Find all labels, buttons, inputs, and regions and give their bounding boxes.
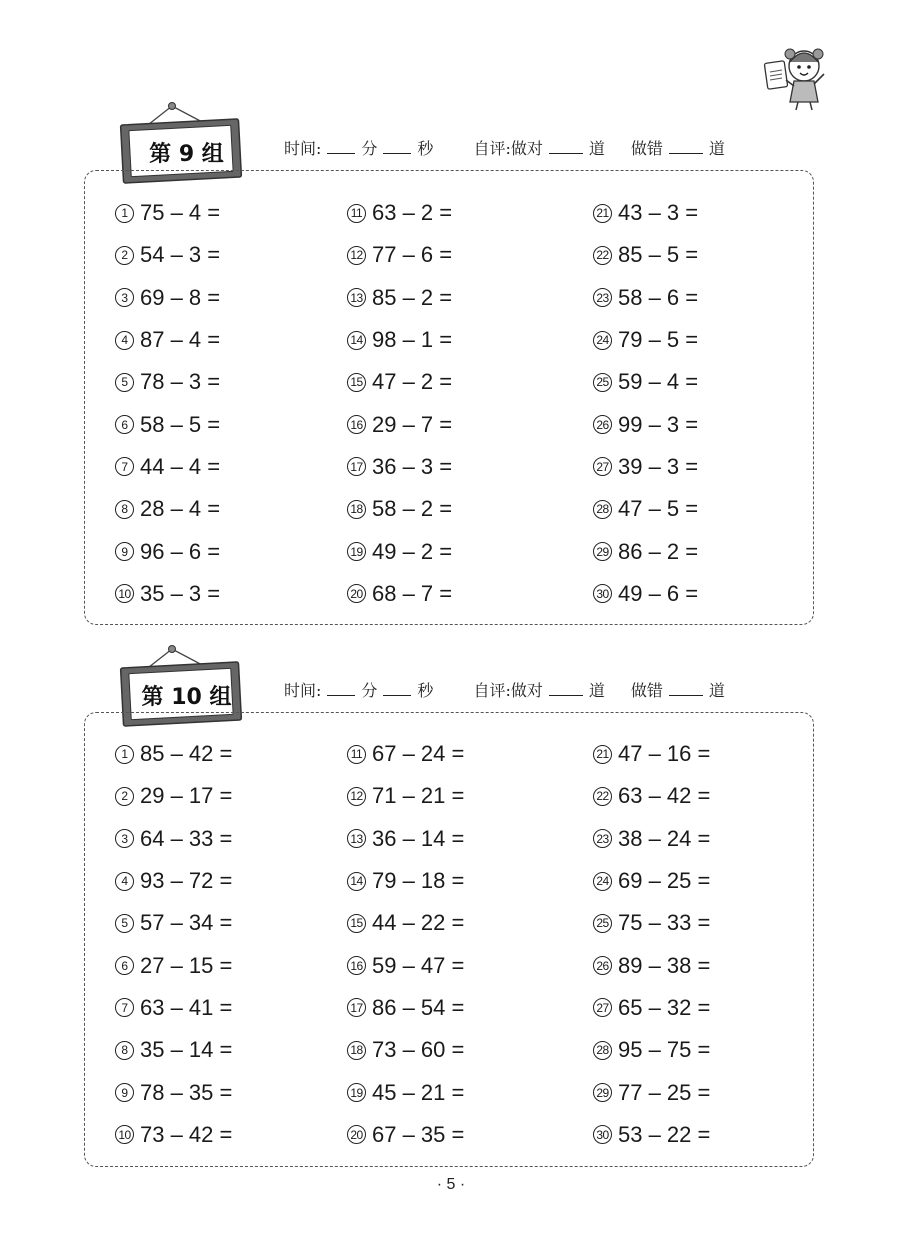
problem-column-2 [347,192,452,615]
circled-number: 26 [593,415,612,434]
subtraction-expression: 47 – 5 = [618,496,699,522]
problem-item [115,860,232,902]
subtraction-expression: 69 – 8 = [140,284,221,310]
problem-item [347,987,464,1029]
problem-item [593,573,698,615]
circled-number: 16 [347,415,366,434]
problem-item [115,361,220,403]
subtraction-expression: 77 – 25 = [618,1079,711,1105]
problem-item [593,775,710,817]
problem-column-2 [347,733,464,1156]
subtraction-expression: 28 – 4 = [140,496,221,522]
problems-box [84,712,814,1167]
subtraction-expression: 79 – 5 = [618,327,699,353]
circled-number: 18 [347,500,366,519]
problem-item [347,1029,464,1071]
circled-number: 17 [347,457,366,476]
circled-number: 29 [593,542,612,561]
problem-item [593,319,698,361]
subtraction-expression: 69 – 25 = [618,868,711,894]
problem-item [115,1029,232,1071]
circled-number: 25 [593,914,612,933]
circled-number: 12 [347,787,366,806]
problem-item [115,818,232,860]
circled-number: 4 [115,872,134,891]
problem-item [347,818,464,860]
problem-item [347,446,452,488]
subtraction-expression: 86 – 54 = [372,994,465,1020]
seconds-blank[interactable] [383,152,411,154]
problem-item [593,446,698,488]
problem-item [115,488,220,530]
group-title: 第 9 组 [149,141,224,167]
circled-number: 20 [347,584,366,603]
problem-item [593,1114,710,1156]
problem-item [347,860,464,902]
subtraction-expression: 73 – 60 = [372,1037,465,1063]
problem-item [115,1071,232,1113]
circled-number: 26 [593,956,612,975]
subtraction-expression: 58 – 2 = [372,496,453,522]
problem-item [347,1114,464,1156]
wrong-unit: 道 [708,681,725,700]
circled-number: 13 [347,829,366,848]
subtraction-expression: 86 – 2 = [618,538,699,564]
minutes-blank[interactable] [327,152,355,154]
problem-item [593,902,710,944]
problem-item [593,488,698,530]
subtraction-expression: 98 – 1 = [372,327,453,353]
subtraction-expression: 47 – 2 = [372,369,453,395]
wrong-label: 做错 [630,139,663,158]
circled-number: 19 [347,542,366,561]
circled-number: 1 [115,745,134,764]
circled-number: 23 [593,829,612,848]
subtraction-expression: 63 – 41 = [140,994,233,1020]
subtraction-expression: 95 – 75 = [618,1037,711,1063]
circled-number: 8 [115,500,134,519]
subtraction-expression: 68 – 7 = [372,580,453,606]
correct-count-blank[interactable] [549,694,583,696]
subtraction-expression: 35 – 3 = [140,580,221,606]
circled-number: 5 [115,914,134,933]
subtraction-expression: 35 – 14 = [140,1037,233,1063]
circled-number: 14 [347,872,366,891]
problem-item [115,530,220,572]
seconds-blank[interactable] [383,694,411,696]
circled-number: 18 [347,1041,366,1060]
circled-number: 22 [593,787,612,806]
problem-item [115,775,232,817]
problem-item [115,192,220,234]
circled-number: 29 [593,1083,612,1102]
problem-item [347,361,452,403]
problem-item [593,1071,710,1113]
problem-item [347,733,464,775]
circled-number: 2 [115,246,134,265]
circled-number: 24 [593,331,612,350]
circled-number: 3 [115,288,134,307]
circled-number: 4 [115,331,134,350]
circled-number: 8 [115,1041,134,1060]
circled-number: 23 [593,288,612,307]
problem-item [347,488,452,530]
problem-item [347,319,452,361]
time-and-self-eval-line [284,136,725,159]
problem-item [593,361,698,403]
circled-number: 27 [593,998,612,1017]
subtraction-expression: 49 – 6 = [618,580,699,606]
circled-number: 27 [593,457,612,476]
circled-number: 6 [115,956,134,975]
subtraction-expression: 71 – 21 = [372,783,465,809]
subtraction-expression: 73 – 42 = [140,1121,233,1147]
circled-number: 6 [115,415,134,434]
subtraction-expression: 36 – 14 = [372,825,465,851]
circled-number: 20 [347,1125,366,1144]
circled-number: 25 [593,373,612,392]
problem-item [593,944,710,986]
problem-item [593,192,698,234]
correct-label: 自评:做对 [473,681,543,700]
problem-item [593,860,710,902]
subtraction-expression: 67 – 24 = [372,741,465,767]
circled-number: 10 [115,584,134,603]
time-label: 时间: [284,139,322,158]
subtraction-expression: 85 – 5 = [618,242,699,268]
circled-number: 11 [347,745,366,764]
subtraction-expression: 49 – 2 = [372,538,453,564]
problem-item [115,573,220,615]
problem-item [347,944,464,986]
problem-item [115,319,220,361]
subtraction-expression: 53 – 22 = [618,1121,711,1147]
wrong-unit: 道 [708,139,725,158]
correct-unit: 道 [588,681,605,700]
problem-item [115,987,232,1029]
problem-item [115,234,220,276]
problem-item [115,446,220,488]
subtraction-expression: 38 – 24 = [618,825,711,851]
circled-number: 19 [347,1083,366,1102]
circled-number: 5 [115,373,134,392]
page-number: · 5 · [436,1176,466,1193]
subtraction-expression: 44 – 22 = [372,910,465,936]
problem-item [593,818,710,860]
minutes-label: 分 [361,139,378,158]
subtraction-expression: 39 – 3 = [618,453,699,479]
subtraction-expression: 93 – 72 = [140,868,233,894]
problem-item [347,192,452,234]
circled-number: 30 [593,1125,612,1144]
time-label: 时间: [284,681,322,700]
subtraction-expression: 59 – 47 = [372,952,465,978]
circled-number: 21 [593,745,612,764]
problem-item [593,1029,710,1071]
subtraction-expression: 75 – 4 = [140,200,221,226]
circled-number: 15 [347,914,366,933]
problem-column-3 [593,733,710,1156]
circled-number: 10 [115,1125,134,1144]
wrong-label: 做错 [630,681,663,700]
subtraction-expression: 59 – 4 = [618,369,699,395]
subtraction-expression: 85 – 42 = [140,741,233,767]
problem-item [115,403,220,445]
group-title: 第 10 组 [141,684,232,710]
problem-item [115,277,220,319]
circled-number: 12 [347,246,366,265]
problem-item [347,234,452,276]
problems-box [84,170,814,625]
circled-number: 11 [347,204,366,223]
problem-item [115,902,232,944]
circled-number: 24 [593,872,612,891]
problem-item [115,944,232,986]
subtraction-expression: 63 – 42 = [618,783,711,809]
problem-item [347,573,452,615]
subtraction-expression: 87 – 4 = [140,327,221,353]
minutes-blank[interactable] [327,694,355,696]
problem-item [347,902,464,944]
hanging-title-frame [114,100,254,180]
circled-number: 22 [593,246,612,265]
problem-item [115,733,232,775]
subtraction-expression: 64 – 33 = [140,825,233,851]
problem-item [593,530,698,572]
subtraction-expression: 78 – 35 = [140,1079,233,1105]
subtraction-expression: 85 – 2 = [372,284,453,310]
circled-number: 28 [593,1041,612,1060]
problem-item [593,234,698,276]
subtraction-expression: 89 – 38 = [618,952,711,978]
correct-label: 自评:做对 [473,139,543,158]
circled-number: 9 [115,1083,134,1102]
circled-number: 3 [115,829,134,848]
problem-column-3 [593,192,698,615]
subtraction-expression: 75 – 33 = [618,910,711,936]
subtraction-expression: 36 – 3 = [372,453,453,479]
subtraction-expression: 43 – 3 = [618,200,699,226]
seconds-label: 秒 [417,139,434,158]
circled-number: 1 [115,204,134,223]
hanging-title-frame [114,643,254,723]
circled-number: 7 [115,998,134,1017]
problem-column-1 [115,192,220,615]
circled-number: 15 [347,373,366,392]
wrong-count-blank[interactable] [669,152,703,154]
subtraction-expression: 96 – 6 = [140,538,221,564]
subtraction-expression: 27 – 15 = [140,952,233,978]
circled-number: 9 [115,542,134,561]
problem-item [593,403,698,445]
problem-item [347,775,464,817]
subtraction-expression: 58 – 5 = [140,411,221,437]
circled-number: 14 [347,331,366,350]
problem-item [347,1071,464,1113]
circled-number: 2 [115,787,134,806]
problem-item [115,1114,232,1156]
problem-column-1 [115,733,232,1156]
subtraction-expression: 57 – 34 = [140,910,233,936]
circled-number: 16 [347,956,366,975]
circled-number: 17 [347,998,366,1017]
subtraction-expression: 99 – 3 = [618,411,699,437]
subtraction-expression: 45 – 21 = [372,1079,465,1105]
subtraction-expression: 58 – 6 = [618,284,699,310]
subtraction-expression: 67 – 35 = [372,1121,465,1147]
subtraction-expression: 29 – 17 = [140,783,233,809]
seconds-label: 秒 [417,681,434,700]
subtraction-expression: 63 – 2 = [372,200,453,226]
correct-unit: 道 [588,139,605,158]
circled-number: 13 [347,288,366,307]
problem-item [593,277,698,319]
correct-count-blank[interactable] [549,152,583,154]
subtraction-expression: 29 – 7 = [372,411,453,437]
circled-number: 30 [593,584,612,603]
problem-item [347,277,452,319]
problem-item [347,403,452,445]
subtraction-expression: 77 – 6 = [372,242,453,268]
wrong-count-blank[interactable] [669,694,703,696]
problem-item [593,987,710,1029]
subtraction-expression: 65 – 32 = [618,994,711,1020]
circled-number: 21 [593,204,612,223]
problem-item [347,530,452,572]
mascot-girl-illustration [752,40,832,112]
circled-number: 28 [593,500,612,519]
problem-item [593,733,710,775]
time-and-self-eval-line [284,678,725,701]
subtraction-expression: 79 – 18 = [372,868,465,894]
minutes-label: 分 [361,681,378,700]
subtraction-expression: 78 – 3 = [140,369,221,395]
subtraction-expression: 44 – 4 = [140,453,221,479]
subtraction-expression: 47 – 16 = [618,741,711,767]
circled-number: 7 [115,457,134,476]
subtraction-expression: 54 – 3 = [140,242,221,268]
